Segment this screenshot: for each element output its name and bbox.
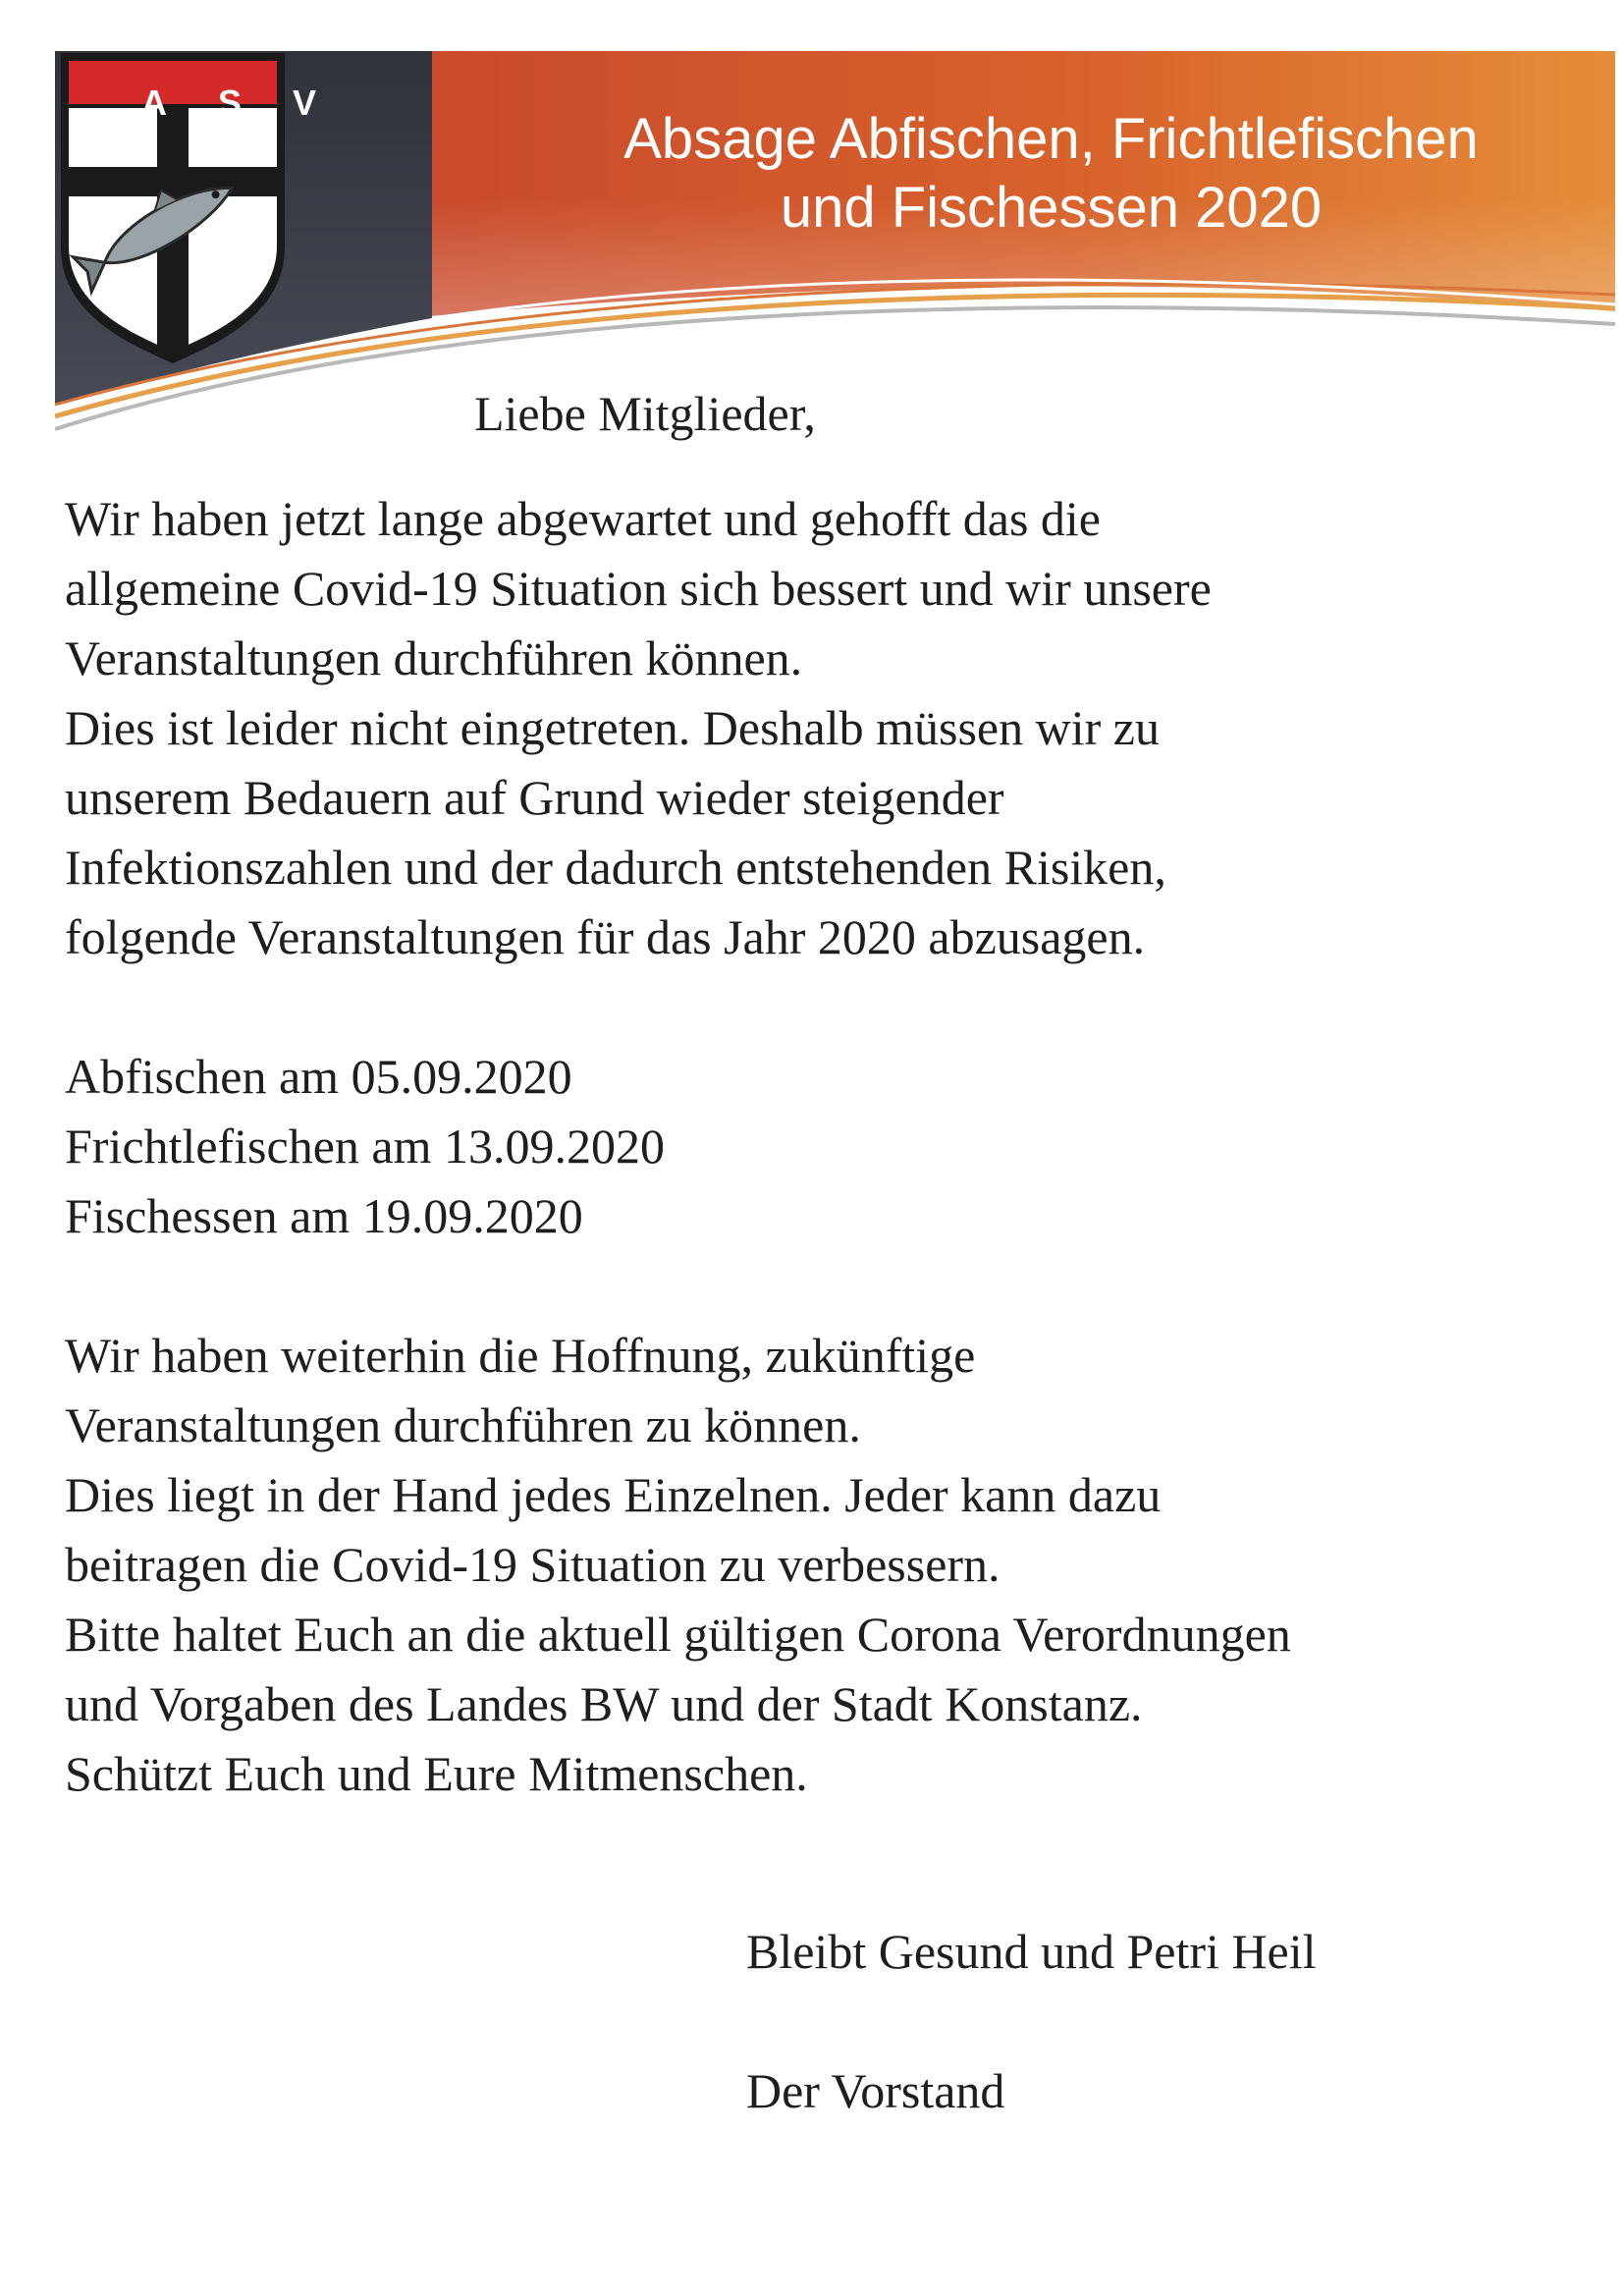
logo-letter: S [217, 82, 242, 123]
paragraph-line: Infektionszahlen und der dadurch entstehenden Risiken, [65, 840, 1166, 895]
logo-letter: V [292, 82, 316, 123]
event-item: Frichtlefischen am 13.09.2020 [65, 1119, 665, 1174]
paragraph-line: Bitte haltet Euch an die aktuell gültigen Corona Verordnungen [65, 1607, 1291, 1662]
page-title [487, 105, 1615, 243]
event-item: Abfischen am 05.09.2020 [65, 1049, 572, 1104]
closing-line: Bleibt Gesund und Petri Heil [746, 1924, 1317, 1979]
paragraph-line: unserem Bedauern auf Grund wieder steigender [65, 770, 1004, 825]
paragraph-line: und Vorgaben des Landes BW und der Stadt Konstanz. [65, 1676, 1143, 1731]
greeting: Liebe Mitglieder, [474, 386, 816, 441]
paragraph-line: Wir haben weiterhin die Hoffnung, zukünftige [65, 1328, 976, 1383]
paragraph-line: allgemeine Covid-19 Situation sich bessert und wir unsere [65, 561, 1212, 616]
paragraph-line: Dies ist leider nicht eingetreten. Deshalb müssen wir zu [65, 700, 1160, 755]
paragraph-line: Dies liegt in der Hand jedes Einzelnen. Jeder kann dazu [65, 1467, 1162, 1522]
spacer [65, 1251, 1596, 1321]
letter-body [65, 484, 1596, 1809]
title-line-1: Absage Abfischen, Frichtlefischen [623, 107, 1479, 171]
logo-letters [116, 81, 342, 126]
title-line-2: und Fischessen 2020 [780, 176, 1323, 240]
paragraph-line: folgende Veranstaltungen für das Jahr 2020 abzusagen. [65, 909, 1146, 964]
event-item: Fischessen am 19.09.2020 [65, 1188, 583, 1243]
logo-letter: A [140, 82, 167, 123]
paragraph-line: Veranstaltungen durchführen können. [65, 630, 803, 685]
header-banner [55, 51, 1615, 444]
signature: Der Vorstand [746, 2063, 1005, 2118]
paragraph-line: Veranstaltungen durchführen zu können. [65, 1397, 861, 1452]
spacer [65, 972, 1596, 1042]
paragraph-line: beitragen die Covid-19 Situation zu verbessern. [65, 1537, 1001, 1592]
paragraph-line: Wir haben jetzt lange abgewartet und gehofft das die [65, 491, 1101, 546]
paragraph-line: Schützt Euch und Eure Mitmenschen. [65, 1746, 808, 1801]
